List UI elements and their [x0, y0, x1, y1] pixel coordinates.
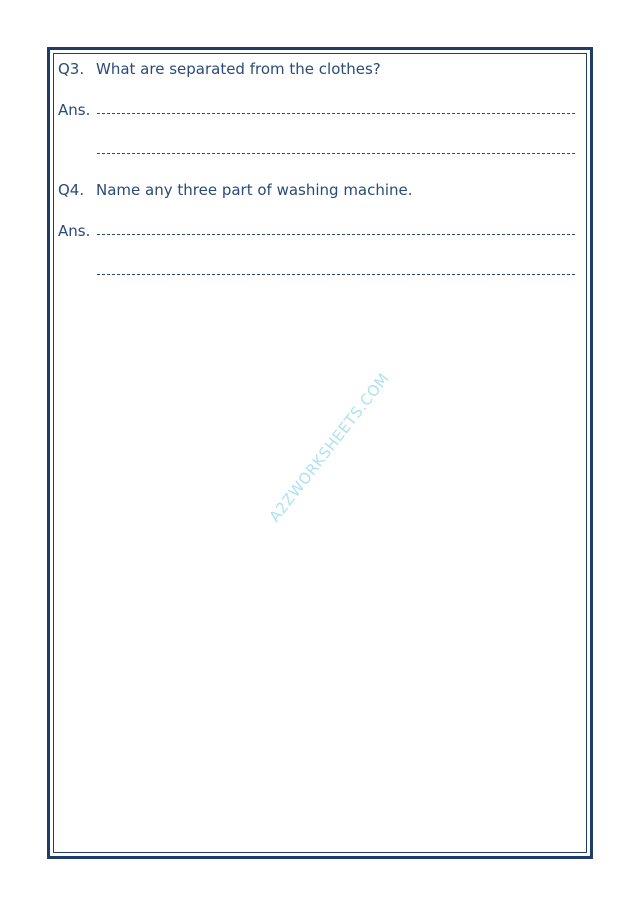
question-number: Q4. [58, 181, 85, 199]
question-text: What are separated from the clothes? [96, 60, 381, 78]
answer-line[interactable] [97, 113, 575, 114]
answer-line[interactable] [97, 153, 575, 154]
watermark: A2ZWORKSHEETS.COM [265, 369, 393, 526]
question-text: Name any three part of washing machine. [96, 181, 413, 199]
answer-label: Ans. [58, 222, 91, 240]
question-number: Q3. [58, 60, 85, 78]
answer-line[interactable] [97, 274, 575, 275]
answer-label: Ans. [58, 101, 91, 119]
answer-line[interactable] [97, 234, 575, 235]
